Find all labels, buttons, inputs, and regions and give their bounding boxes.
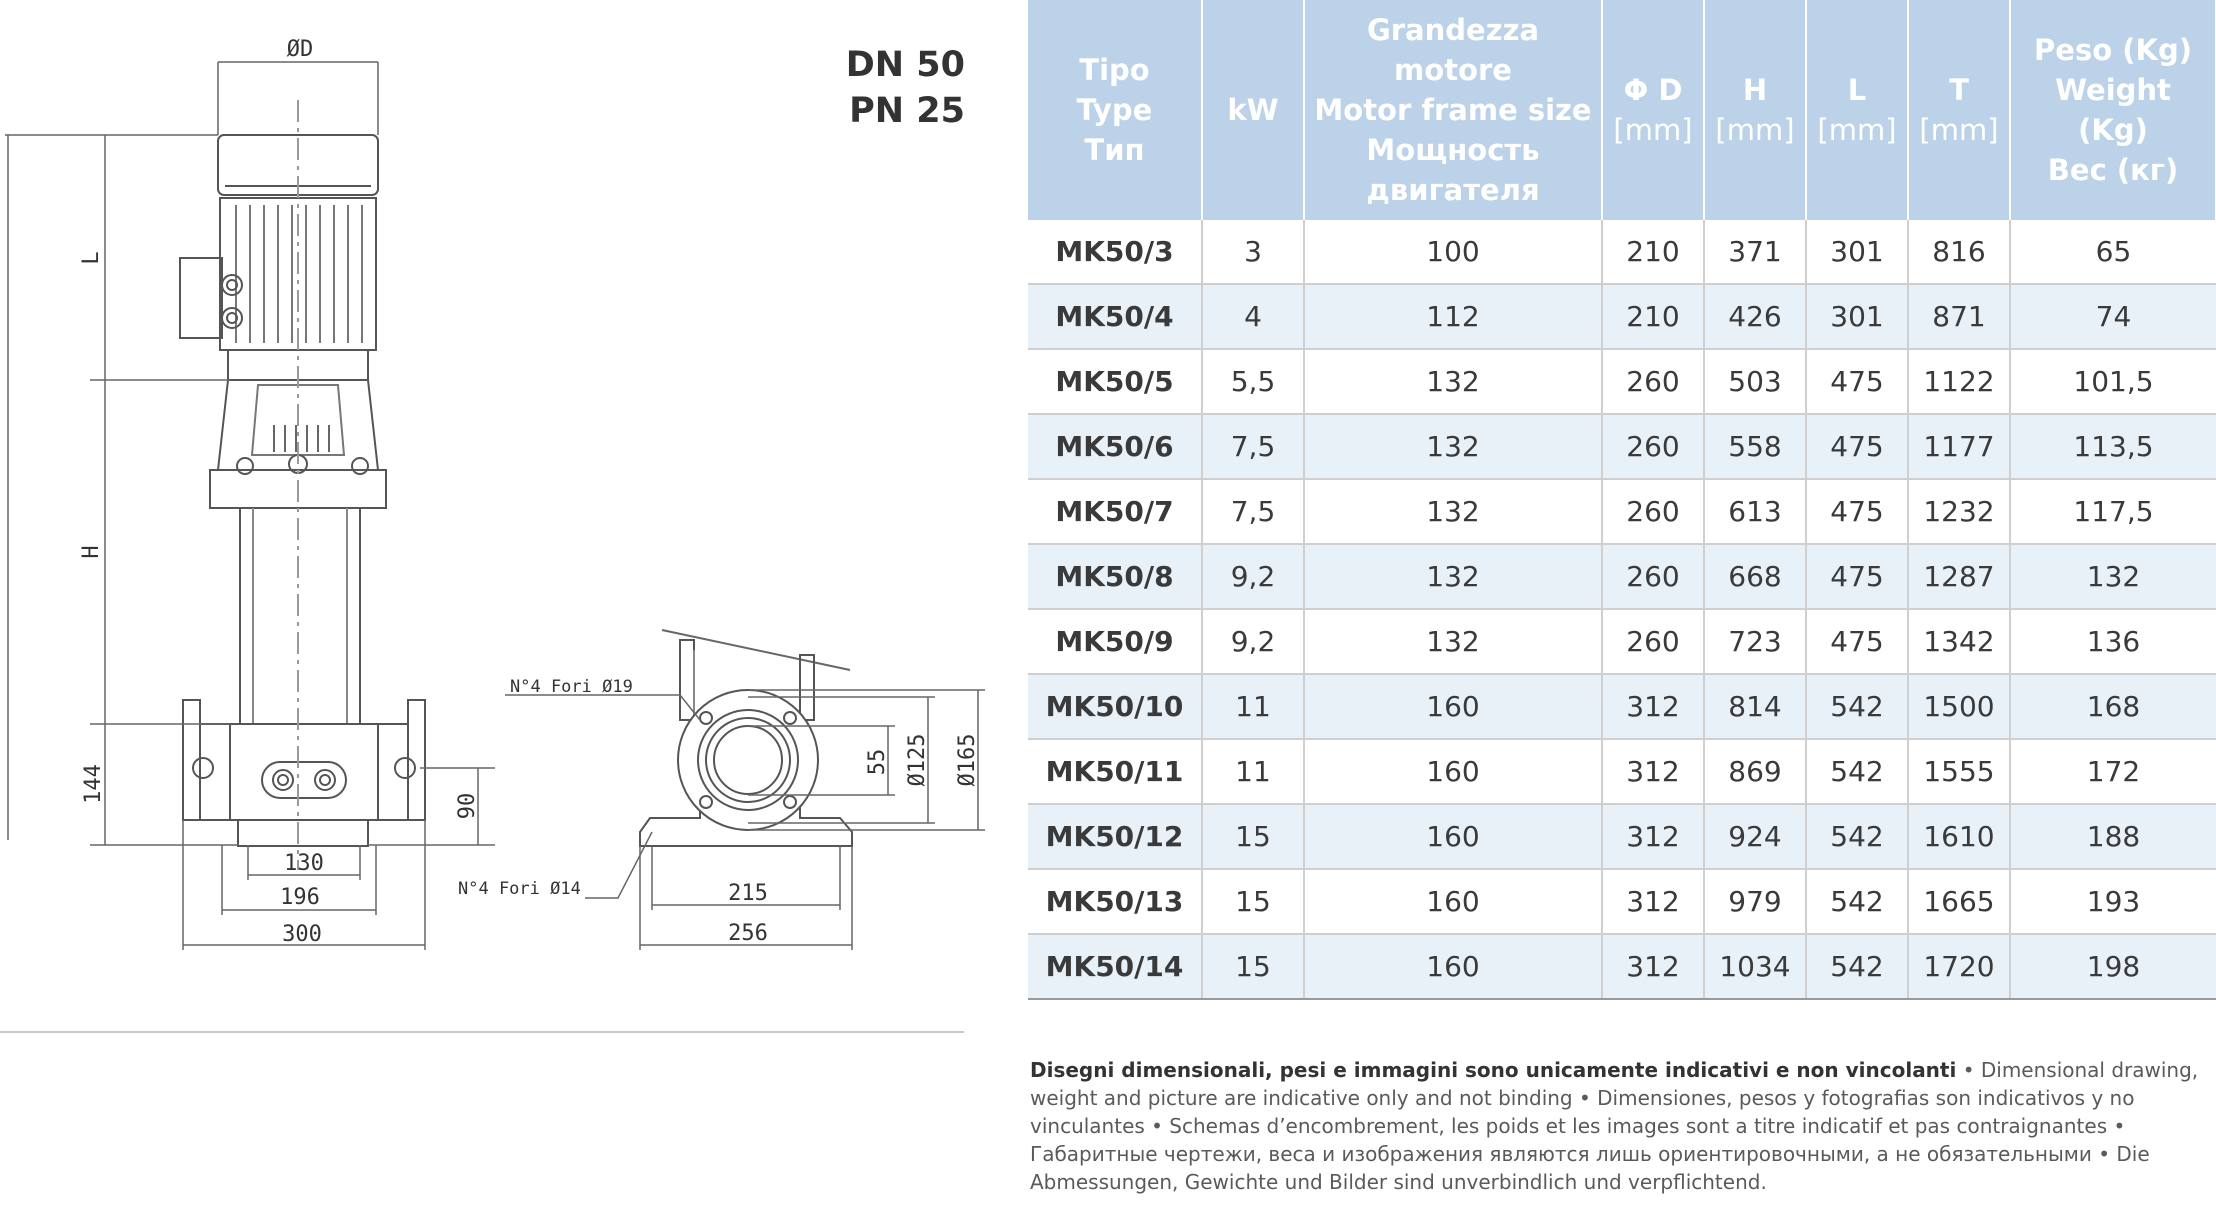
spec-table-body xyxy=(1028,220,2216,999)
table-cell: 816 xyxy=(1908,220,2010,284)
dim-144-label: 144 xyxy=(81,764,106,804)
table-cell: 542 xyxy=(1806,804,1908,869)
table-cell: 312 xyxy=(1602,804,1704,869)
table-cell: 1720 xyxy=(1908,934,2010,999)
model-cell: MK50/8 xyxy=(1028,544,1202,609)
table-cell: 723 xyxy=(1704,609,1806,674)
table-cell: 5,5 xyxy=(1202,349,1304,414)
table-cell: 132 xyxy=(1304,544,1602,609)
table-cell: 188 xyxy=(2010,804,2216,869)
table-cell: 172 xyxy=(2010,739,2216,804)
dim-256-label: 256 xyxy=(728,921,768,946)
table-row xyxy=(1028,220,2216,284)
table-row xyxy=(1028,934,2216,999)
dim-phi-d-label: ØD xyxy=(286,37,314,62)
model-cell: MK50/14 xyxy=(1028,934,1202,999)
table-cell: 15 xyxy=(1202,869,1304,934)
header-kw: kW xyxy=(1202,0,1304,220)
table-cell: 312 xyxy=(1602,869,1704,934)
table-row xyxy=(1028,349,2216,414)
pump-column-shape xyxy=(240,508,360,724)
table-cell: 117,5 xyxy=(2010,479,2216,544)
table-cell: 100 xyxy=(1304,220,1602,284)
disclaimer-rest: • Dimensional drawing, weight and picture are indicative only and not binding • Dimensiones, pesos y fotografias son indicativos y no vinculantes • Schemas d’encombrement, les poids et les images sont a titre indicatif et pas contraignantes • Габаритные чертежи, веса и изображения являются лишь ориентировочными, а не обязательными • Die Abmessungen, Gewichte und Bilder sind unverbindlich und verpflichtend. xyxy=(1030,1058,2199,1194)
table-cell: 15 xyxy=(1202,934,1304,999)
dim-90-label: 90 xyxy=(455,792,480,820)
header-t: T [mm] xyxy=(1908,0,2010,220)
table-cell: 1555 xyxy=(1908,739,2010,804)
table-cell: 4 xyxy=(1202,284,1304,349)
table-cell: 65 xyxy=(2010,220,2216,284)
pump-dimension-drawing xyxy=(0,0,1000,1211)
holes-14-label: N°4 Fori Ø14 xyxy=(458,879,581,899)
table-cell: 1287 xyxy=(1908,544,2010,609)
pn-label: PN 25 xyxy=(849,91,965,131)
table-cell: 871 xyxy=(1908,284,2010,349)
dim-h-label: H xyxy=(79,545,104,559)
table-cell: 260 xyxy=(1602,609,1704,674)
table-cell: 542 xyxy=(1806,674,1908,739)
table-cell: 210 xyxy=(1602,220,1704,284)
table-cell: 198 xyxy=(2010,934,2216,999)
table-row xyxy=(1028,284,2216,349)
table-cell: 1342 xyxy=(1908,609,2010,674)
header-weight: Peso (Kg) Weight (Kg) Вес (кг) xyxy=(2010,0,2216,220)
table-cell: 613 xyxy=(1704,479,1806,544)
table-cell: 371 xyxy=(1704,220,1806,284)
header-row xyxy=(1028,0,2216,220)
table-cell: 558 xyxy=(1704,414,1806,479)
table-cell: 1500 xyxy=(1908,674,2010,739)
table-cell: 301 xyxy=(1806,220,1908,284)
table-cell: 74 xyxy=(2010,284,2216,349)
table-row xyxy=(1028,609,2216,674)
table-cell: 113,5 xyxy=(2010,414,2216,479)
table-cell: 814 xyxy=(1704,674,1806,739)
table-row xyxy=(1028,739,2216,804)
model-cell: MK50/3 xyxy=(1028,220,1202,284)
table-cell: 979 xyxy=(1704,869,1806,934)
table-cell: 11 xyxy=(1202,674,1304,739)
table-cell: 132 xyxy=(2010,544,2216,609)
table-cell: 475 xyxy=(1806,414,1908,479)
table-cell: 542 xyxy=(1806,739,1908,804)
header-h: H [mm] xyxy=(1704,0,1806,220)
table-cell: 7,5 xyxy=(1202,414,1304,479)
table-cell: 301 xyxy=(1806,284,1908,349)
header-motor-frame: Grandezza motore Motor frame size Мощность двигателя xyxy=(1304,0,1602,220)
table-cell: 1034 xyxy=(1704,934,1806,999)
table-cell: 1665 xyxy=(1908,869,2010,934)
table-row xyxy=(1028,674,2216,739)
table-cell: 193 xyxy=(2010,869,2216,934)
table-cell: 426 xyxy=(1704,284,1806,349)
table-cell: 160 xyxy=(1304,674,1602,739)
table-cell: 312 xyxy=(1602,934,1704,999)
dim-215-label: 215 xyxy=(728,881,768,906)
dim-l-label: L xyxy=(79,251,104,265)
side-view-shape xyxy=(640,630,852,846)
header-l: L [mm] xyxy=(1806,0,1908,220)
model-cell: MK50/10 xyxy=(1028,674,1202,739)
table-cell: 542 xyxy=(1806,934,1908,999)
table-row xyxy=(1028,544,2216,609)
table-row xyxy=(1028,479,2216,544)
holes-19-label: N°4 Fori Ø19 xyxy=(510,677,633,697)
table-cell: 7,5 xyxy=(1202,479,1304,544)
model-cell: MK50/4 xyxy=(1028,284,1202,349)
table-cell: 924 xyxy=(1704,804,1806,869)
table-cell: 668 xyxy=(1704,544,1806,609)
table-cell: 475 xyxy=(1806,609,1908,674)
model-cell: MK50/12 xyxy=(1028,804,1202,869)
table-cell: 132 xyxy=(1304,349,1602,414)
model-cell: MK50/11 xyxy=(1028,739,1202,804)
table-cell: 869 xyxy=(1704,739,1806,804)
table-cell: 475 xyxy=(1806,544,1908,609)
table-cell: 132 xyxy=(1304,609,1602,674)
dim-55-label: 55 xyxy=(865,748,890,776)
table-cell: 112 xyxy=(1304,284,1602,349)
table-row xyxy=(1028,414,2216,479)
table-cell: 503 xyxy=(1704,349,1806,414)
dim-130-label: 130 xyxy=(284,851,324,876)
table-cell: 15 xyxy=(1202,804,1304,869)
table-cell: 312 xyxy=(1602,739,1704,804)
table-cell: 260 xyxy=(1602,544,1704,609)
table-cell: 3 xyxy=(1202,220,1304,284)
table-cell: 1177 xyxy=(1908,414,2010,479)
dim-300-label: 300 xyxy=(282,922,322,947)
dn-label: DN 50 xyxy=(845,45,965,85)
model-cell: MK50/9 xyxy=(1028,609,1202,674)
table-row xyxy=(1028,869,2216,934)
header-phi-d: Φ D [mm] xyxy=(1602,0,1704,220)
table-cell: 475 xyxy=(1806,349,1908,414)
divider-line xyxy=(0,1031,964,1033)
table-cell: 160 xyxy=(1304,934,1602,999)
table-cell: 168 xyxy=(2010,674,2216,739)
table-cell: 11 xyxy=(1202,739,1304,804)
table-cell: 160 xyxy=(1304,804,1602,869)
dim-196-label: 196 xyxy=(280,885,320,910)
pressure-rating xyxy=(820,42,965,134)
table-cell: 132 xyxy=(1304,479,1602,544)
spec-table xyxy=(1028,0,2216,1000)
table-cell: 9,2 xyxy=(1202,544,1304,609)
disclaimer-text xyxy=(1030,1056,2216,1196)
pump-base-shape xyxy=(230,724,378,820)
table-cell: 475 xyxy=(1806,479,1908,544)
table-cell: 260 xyxy=(1602,414,1704,479)
dim-165-label: Ø165 xyxy=(955,733,980,787)
disclaimer-bold: Disegni dimensionali, pesi e immagini sono unicamente indicativi e non vincolanti xyxy=(1030,1058,1957,1082)
table-cell: 260 xyxy=(1602,349,1704,414)
terminal-box-shape xyxy=(180,258,222,338)
table-cell: 101,5 xyxy=(2010,349,2216,414)
table-cell: 312 xyxy=(1602,674,1704,739)
technical-drawing xyxy=(0,0,1000,1211)
header-type: Tipo Type Тип xyxy=(1028,0,1202,220)
table-cell: 160 xyxy=(1304,739,1602,804)
table-cell: 136 xyxy=(2010,609,2216,674)
table-cell: 260 xyxy=(1602,479,1704,544)
model-cell: MK50/6 xyxy=(1028,414,1202,479)
table-cell: 160 xyxy=(1304,869,1602,934)
table-cell: 1122 xyxy=(1908,349,2010,414)
table-cell: 1232 xyxy=(1908,479,2010,544)
table-cell: 9,2 xyxy=(1202,609,1304,674)
table-cell: 132 xyxy=(1304,414,1602,479)
model-cell: MK50/13 xyxy=(1028,869,1202,934)
dim-125-label: Ø125 xyxy=(905,733,930,787)
table-row xyxy=(1028,804,2216,869)
table-cell: 1610 xyxy=(1908,804,2010,869)
model-cell: MK50/7 xyxy=(1028,479,1202,544)
model-cell: MK50/5 xyxy=(1028,349,1202,414)
table-cell: 210 xyxy=(1602,284,1704,349)
table-cell: 542 xyxy=(1806,869,1908,934)
